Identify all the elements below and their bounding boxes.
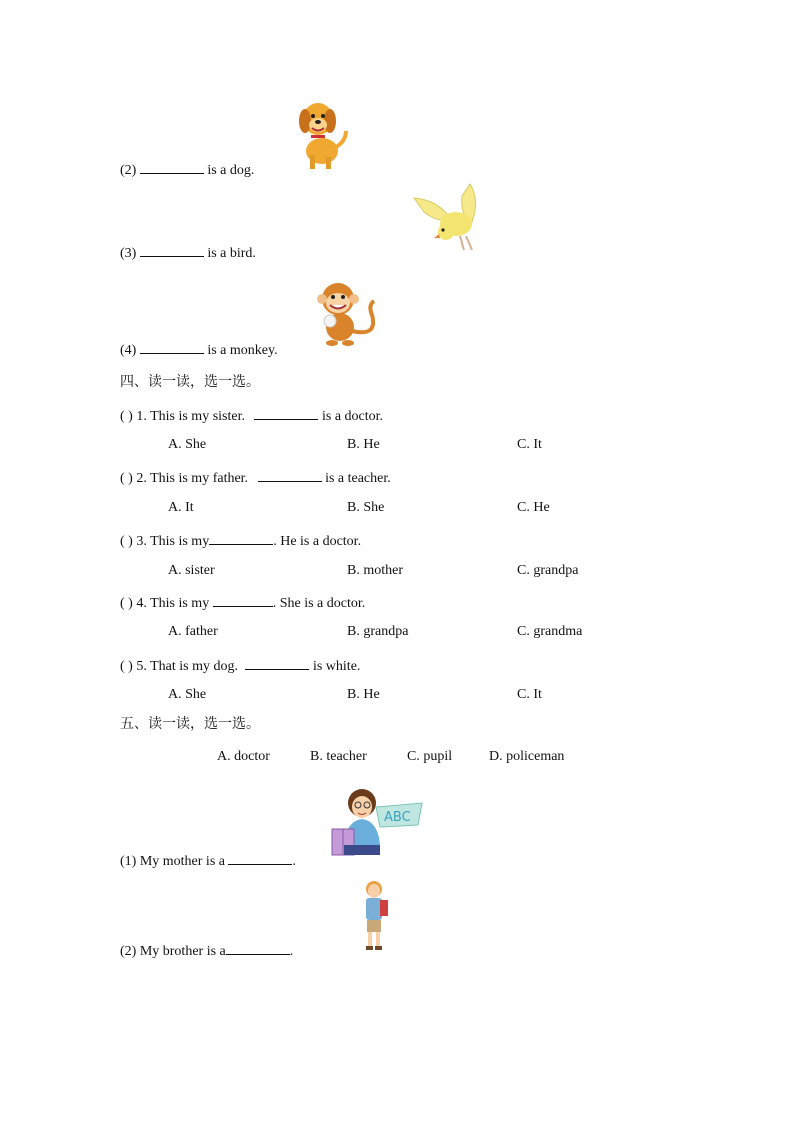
option-b[interactable]: B. He — [347, 687, 380, 702]
option-a[interactable]: A. sister — [168, 563, 215, 578]
abc-board-text: ABC — [384, 810, 411, 825]
question-text: 2. This is my father. — [136, 471, 249, 486]
option-b[interactable]: B. grandpa — [347, 624, 409, 639]
answer-blank[interactable] — [226, 940, 290, 955]
sentence-text: is a dog. — [207, 163, 255, 178]
answer-parenthesis[interactable]: ( ) — [120, 596, 133, 611]
sentence-text: . — [292, 854, 296, 869]
sentence-brother — [120, 940, 293, 961]
pupil-illustration — [358, 880, 390, 952]
answer-blank[interactable] — [245, 655, 309, 670]
answer-blank[interactable] — [254, 405, 318, 420]
item-number: (3) — [120, 246, 137, 261]
answer-blank[interactable] — [140, 242, 204, 257]
answer-blank[interactable] — [140, 339, 204, 354]
choice-doctor: A. doctor — [217, 749, 270, 764]
answer-blank[interactable] — [228, 850, 292, 865]
option-c[interactable]: C. He — [517, 500, 550, 515]
sentence-text: is a bird. — [207, 246, 256, 261]
question-3 — [120, 530, 361, 551]
option-b[interactable]: B. She — [347, 500, 385, 515]
question-text: . He is a doctor. — [273, 534, 362, 549]
question-4 — [120, 592, 365, 613]
item-number: (2) — [120, 163, 137, 178]
option-a[interactable]: A. father — [168, 624, 218, 639]
answer-parenthesis[interactable]: ( ) — [120, 471, 133, 486]
answer-parenthesis[interactable]: ( ) — [120, 659, 133, 674]
question-5 — [120, 655, 360, 676]
sentence-text: (2) My brother is a — [120, 944, 226, 959]
question-text: 5. That is my dog. — [136, 659, 238, 674]
item-number: (4) — [120, 343, 137, 358]
sentence-text: (1) My mother is a — [120, 854, 225, 869]
option-c[interactable]: C. It — [517, 687, 542, 702]
option-c[interactable]: C. It — [517, 437, 542, 452]
option-a[interactable]: A. She — [168, 687, 207, 702]
answer-blank[interactable] — [213, 592, 273, 607]
option-a[interactable]: A. It — [168, 500, 194, 515]
sentence-bird — [120, 242, 256, 263]
sentence-text: . — [289, 944, 294, 959]
choice-pupil: C. pupil — [407, 749, 453, 764]
answer-blank[interactable] — [209, 530, 273, 545]
sentence-text: is a monkey. — [207, 343, 278, 358]
bird-illustration — [410, 180, 486, 256]
answer-blank[interactable] — [258, 467, 322, 482]
answer-blank[interactable] — [140, 159, 204, 174]
section-five-title: 五、读一读，选一选。 — [120, 716, 260, 732]
option-c[interactable]: C. grandpa — [517, 563, 579, 578]
answer-parenthesis[interactable]: ( ) — [120, 534, 133, 549]
sentence-mother — [120, 850, 296, 871]
answer-parenthesis[interactable]: ( ) — [120, 409, 133, 424]
choice-policeman: D. policeman — [489, 749, 565, 764]
option-a[interactable]: A. She — [168, 437, 207, 452]
option-b[interactable]: B. He — [347, 437, 380, 452]
question-text: . She is a doctor. — [272, 596, 366, 611]
question-text: is white. — [312, 659, 361, 674]
question-2 — [120, 467, 391, 488]
question-text: is a doctor. — [321, 409, 384, 424]
question-text: is a teacher. — [325, 471, 391, 486]
sentence-dog — [120, 159, 254, 180]
dog-illustration — [296, 97, 352, 173]
option-b[interactable]: B. mother — [347, 563, 403, 578]
question-1 — [120, 405, 383, 426]
option-c[interactable]: C. grandma — [517, 624, 583, 639]
monkey-illustration — [316, 279, 384, 349]
question-text: 1. This is my sister. — [136, 409, 245, 424]
teacher-illustration — [330, 785, 424, 857]
section-four-title: 四、读一读，选一选。 — [120, 374, 260, 390]
choice-teacher: B. teacher — [310, 749, 367, 764]
sentence-monkey — [120, 339, 278, 360]
question-text: 3. This is my — [136, 534, 210, 549]
question-text: 4. This is my — [136, 596, 210, 611]
